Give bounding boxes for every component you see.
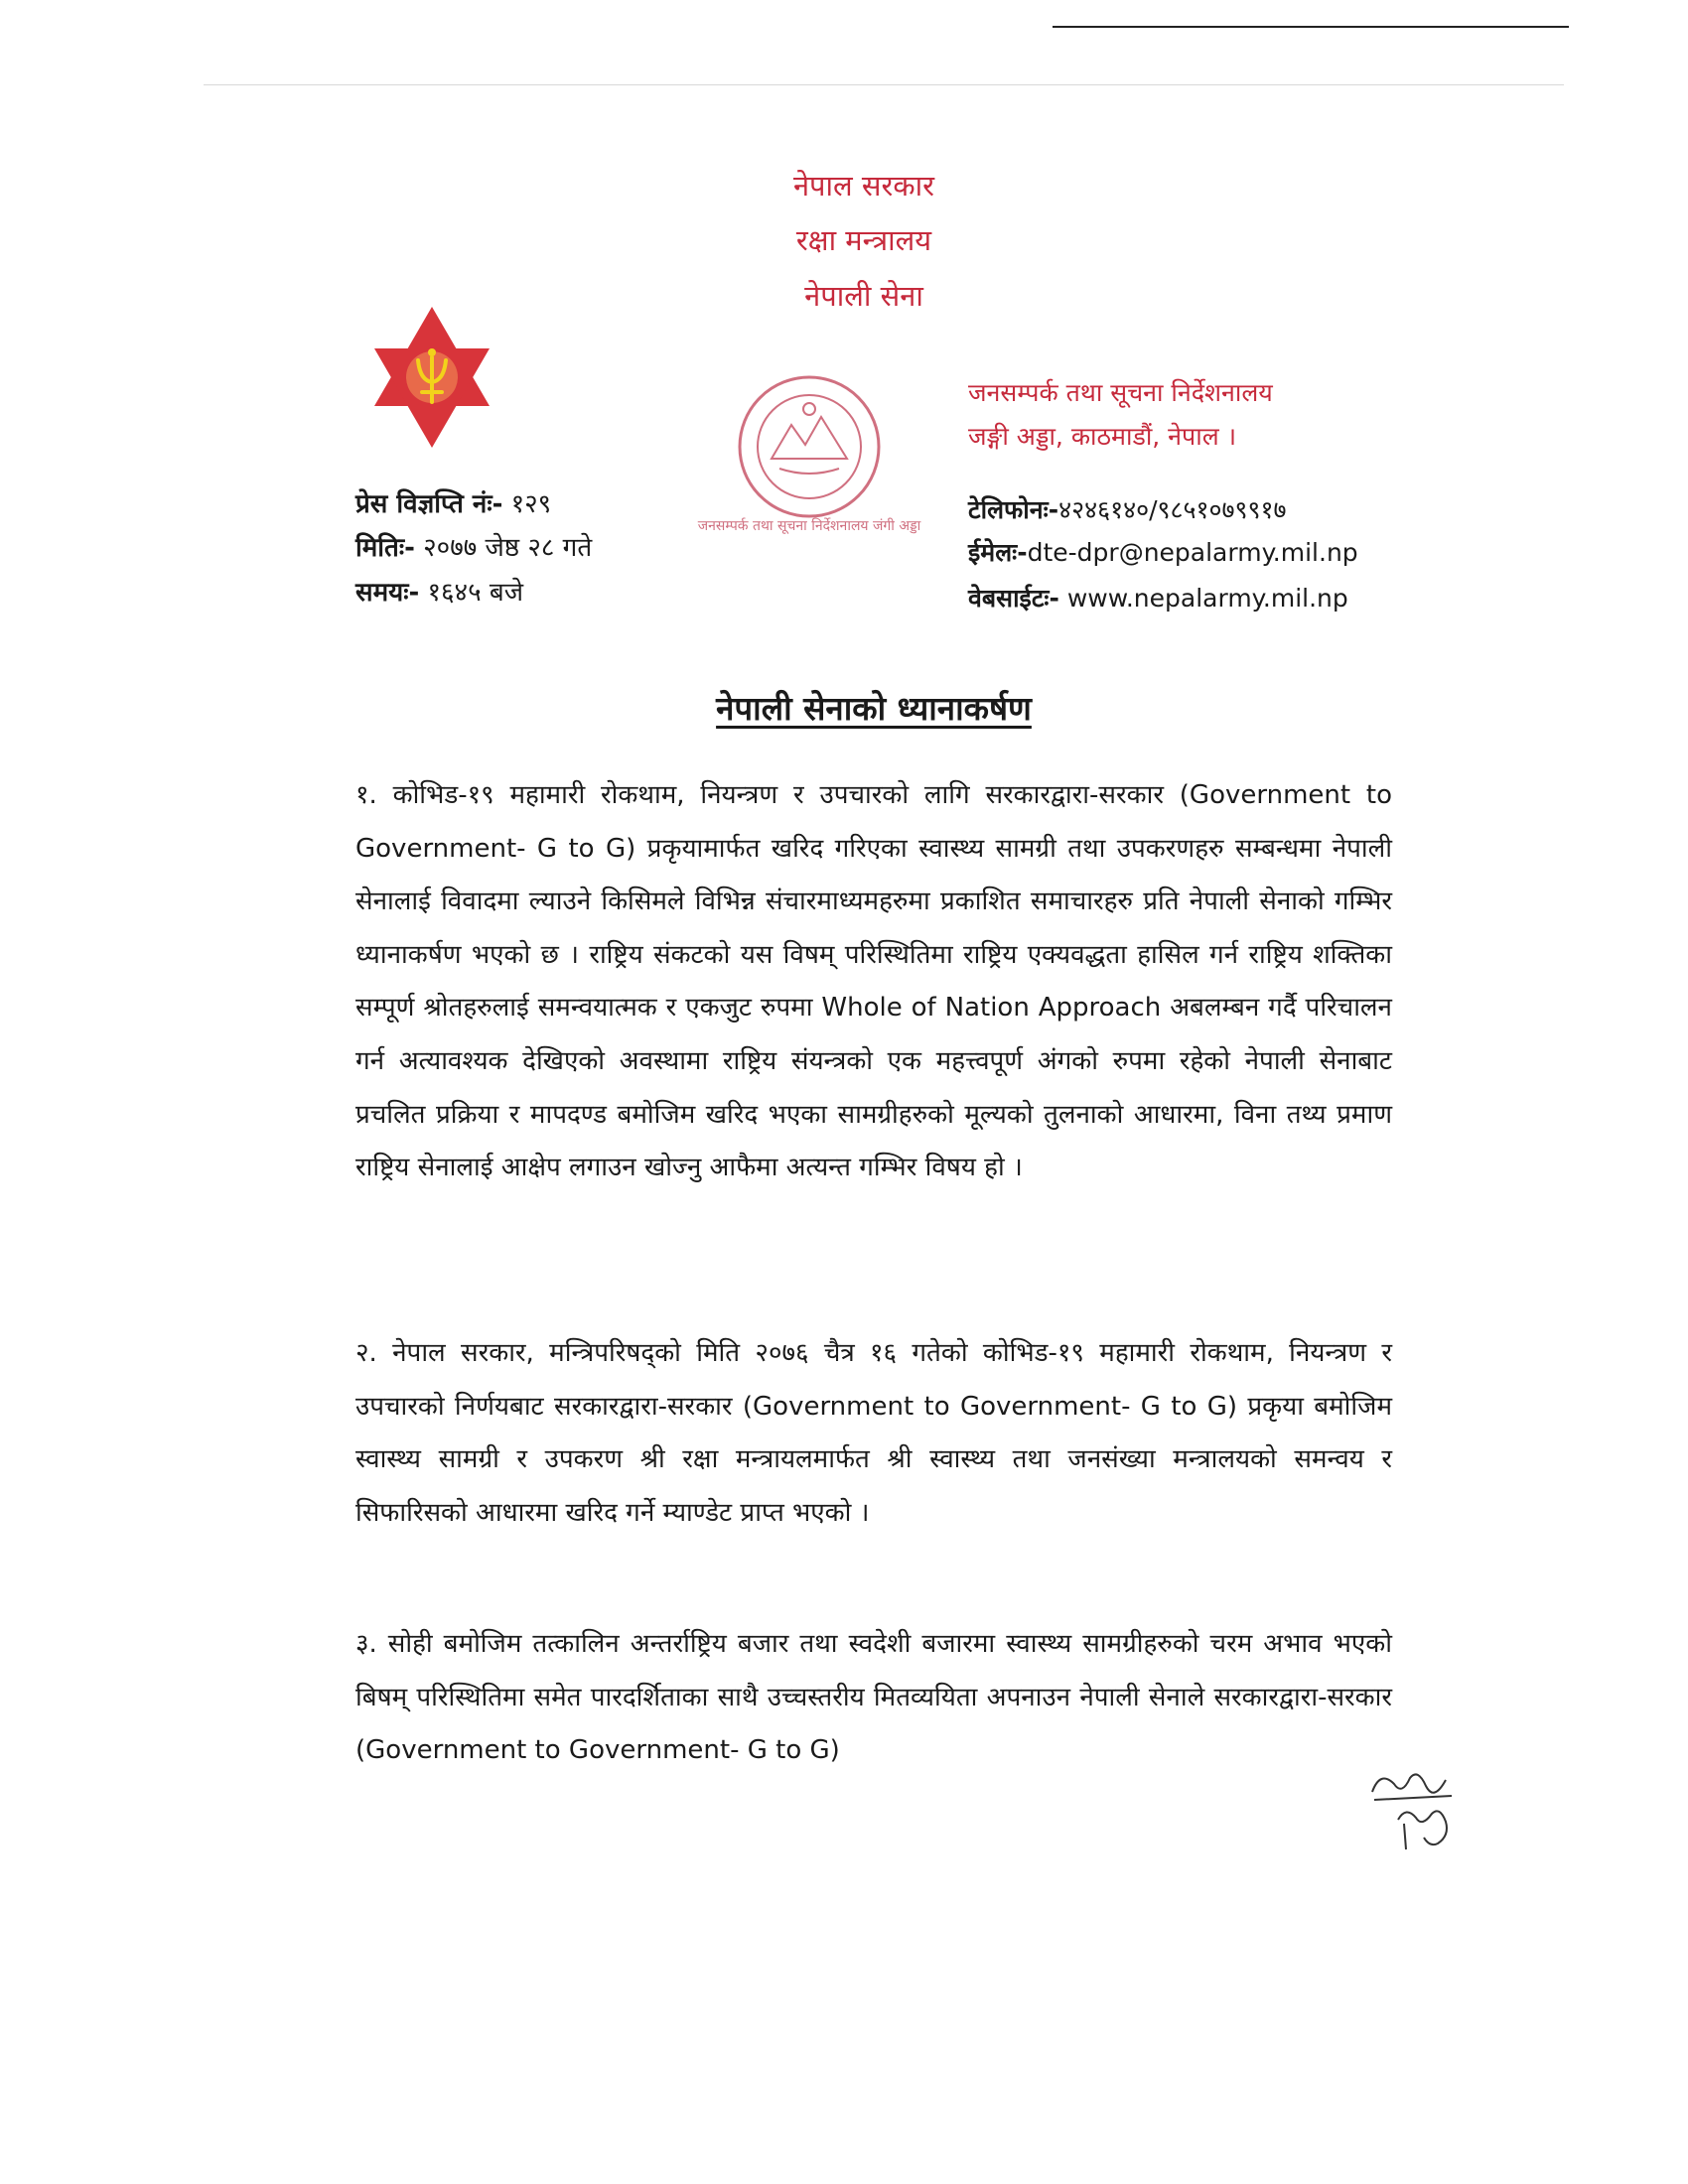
paragraph-3: ३. सोही बमोजिम तत्कालिन अन्तर्राष्ट्रिय बजार तथा स्वदेशी बजारमा स्वास्थ्य सामग्रीहरुको चरम अभाव भएको बिषम् परिस्थितिमा समेत पारदर्शिताका साथै उच्चस्तरीय मितव्ययिता अपनाउन नेपाली सेनाले सरकारद्वारा-सरकार (Government to Government- G to G) bbox=[355, 1629, 1392, 1766]
directorate-seal bbox=[697, 367, 921, 536]
contact-email bbox=[968, 535, 1358, 569]
scan-edge-line bbox=[204, 84, 1564, 85]
date-label: मितिः- bbox=[355, 533, 415, 563]
nepal-army-star-emblem bbox=[362, 303, 501, 452]
contact-website bbox=[968, 581, 1348, 614]
top-rule bbox=[1053, 26, 1569, 28]
email-label: ईमेलः- bbox=[968, 538, 1028, 567]
email-value: dte-dpr@nepalarmy.mil.np bbox=[1027, 538, 1358, 567]
directorate-name: जनसम्पर्क तथा सूचना निर्देशनालय bbox=[968, 378, 1273, 407]
website-value: www.nepalarmy.mil.np bbox=[1066, 584, 1348, 613]
release-date bbox=[355, 528, 592, 564]
time-label: समयः- bbox=[355, 578, 420, 608]
org-name-ministry: रक्षा मन्त्रालय bbox=[795, 223, 932, 257]
phone-label: टेलिफोनः- bbox=[968, 495, 1059, 524]
contact-phone bbox=[968, 492, 1287, 526]
time-value: १६४५ बजे bbox=[427, 578, 523, 608]
directorate-address: जङ्गी अड्डा, काठमाडौं, नेपाल । bbox=[968, 422, 1237, 451]
press-release-number bbox=[355, 484, 551, 520]
document-title: नेपाली सेनाको ध्यानाकर्षण bbox=[716, 689, 1032, 728]
date-value: २०७७ जेष्ठ २८ गते bbox=[423, 533, 593, 563]
seal-text: जनसम्पर्क तथा सूचना निर्देशनालय जंगी अड्डा bbox=[697, 518, 921, 534]
org-name-government: नेपाल सरकार bbox=[792, 169, 935, 203]
press-release-label: प्रेस विज्ञप्ति नंः- bbox=[355, 489, 503, 519]
paragraph-1: १. कोभिड-१९ महामारी रोकथाम, नियन्त्रण र उपचारको लागि सरकारद्वारा-सरकार (Government to Government- G to G) प्रकृयामार्फत खरिद गरिएका स्वास्थ्य सामग्री तथा उपकरणहरु सम्बन्धमा नेपाली सेनालाई विवादमा ल्याउने किसिमले विभिन्न संचारमाध्यमहरुमा प्रकाशित समाचारहरु प्रति नेपाली सेनाको गम्भिर ध्यानाकर्षण भएको छ । राष्ट्रिय संकटको यस विषम् परिस्थितिमा राष्ट्रिय एक्यवद्धता हासिल गर्न राष्ट्रिय शक्तिका सम्पूर्ण श्रोतहरुलाई समन्वयात्मक र एकजुट रुपमा Whole of Nation Approach अबलम्बन गर्दै परिचालन गर्न अत्यावश्यक देखिएको अवस्थामा राष्ट्रिय संयन्त्रको एक महत्त्वपूर्ण अंगको रुपमा रहेको नेपाली सेनाबाट प्रचलित प्रक्रिया र मापदण्ड बमोजिम खरिद भएका सामग्रीहरुको मूल्यको तुलनाको आधारमा, विना तथ्य प्रमाण राष्ट्रिय सेनालाई आक्षेप लगाउन खोज्नु आफैमा अत्यन्त गम्भिर विषय हो । bbox=[355, 780, 1392, 1183]
handwritten-signature bbox=[1360, 1762, 1470, 1856]
paragraph-2: २. नेपाल सरकार, मन्त्रिपरिषद्को मिति २०७६ चैत्र १६ गतेको कोभिड-१९ महामारी रोकथाम, नियन्त्रण र उपचारको निर्णयबाट सरकारद्वारा-सरकार (Government to Government- G to G) प्रकृया बमोजिम स्वास्थ्य सामग्री र उपकरण श्री रक्षा मन्त्रायलमार्फत श्री स्वास्थ्य तथा जनसंख्या मन्त्रालयको समन्वय र सिफारिसको आधारमा खरिद गर्ने म्याण्डेट प्राप्त भएको । bbox=[355, 1338, 1392, 1528]
press-release-value: १२९ bbox=[510, 489, 552, 519]
org-name-army: नेपाली सेना bbox=[804, 279, 923, 313]
website-label: वेबसाईटः- bbox=[968, 584, 1059, 613]
phone-value: ४२४६१४०/९८५१०७९९१७ bbox=[1058, 495, 1287, 524]
release-time bbox=[355, 573, 523, 609]
